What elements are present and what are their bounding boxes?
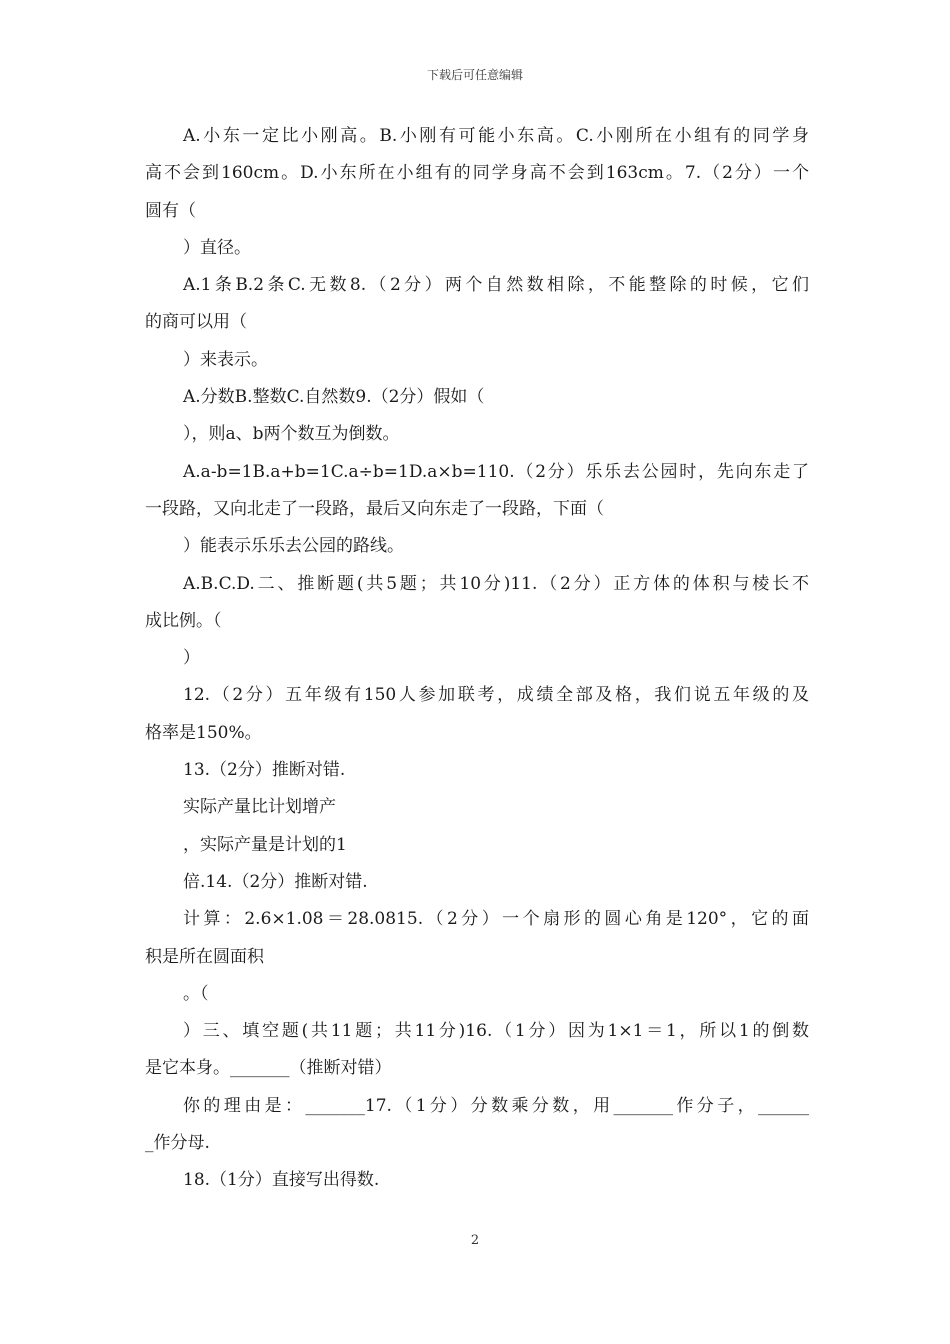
text-line: 你的理由是：_______17.（1分）分数乘分数，用_______作分子，______ <box>183 1095 809 1116</box>
document-body <box>145 118 809 1200</box>
text-line: ）来表示。 <box>183 349 268 370</box>
text-line: 圆有（ <box>145 200 196 221</box>
text-line: ，实际产量是计划的1 <box>183 834 347 855</box>
text-line: 格率是150%。 <box>145 722 262 743</box>
text-line: 是它本身。_______（推断对错） <box>145 1058 392 1079</box>
text-line: A.1条B.2条C.无数8.（2分）两个自然数相除，不能整除的时候，它们 <box>183 275 809 296</box>
text-line: 成比例。（ <box>145 610 222 631</box>
page-header: 下载后可任意编辑 <box>426 68 523 82</box>
page-number: 2 <box>470 1233 480 1248</box>
text-line: ）直径。 <box>183 237 251 258</box>
text-line: ） <box>183 648 200 669</box>
text-line: A.B.C.D.二、推断题(共5题；共10分)11.（2分）正方体的体积与棱长不 <box>183 573 809 594</box>
text-line: 倍.14.（2分）推断对错. <box>183 871 368 892</box>
text-line: A.小东一定比小刚高。B.小刚有可能小东高。C.小刚所在小组有的同学身 <box>183 126 809 146</box>
text-line: ）三、填空题(共11题；共11分)16.（1分）因为1×1＝1，所以1的倒数 <box>183 1021 809 1042</box>
text-line: 12.（2分）五年级有150人参加联考，成绩全部及格，我们说五年级的及 <box>183 685 809 706</box>
text-line: 实际产量比计划增产 <box>183 797 336 818</box>
text-line: 计算：2.6×1.08＝28.0815.（2分）一个扇形的圆心角是120°，它的面 <box>183 909 809 930</box>
text-line: 13.（2分）推断对错. <box>183 760 346 781</box>
text-line: A.分数B.整数C.自然数9.（2分）假如（ <box>183 387 485 408</box>
text-line: _作分母. <box>145 1133 210 1154</box>
text-line: ），则a、b两个数互为倒数。 <box>183 424 400 445</box>
text-line: 积是所在圆面积 <box>145 946 264 967</box>
text-line: ）能表示乐乐去公园的路线。 <box>183 536 404 557</box>
text-line: 一段路，又向北走了一段路，最后又向东走了一段路，下面（ <box>145 498 604 519</box>
text-line: A.a-b=1B.a+b=1C.a÷b=1D.a×b=110.（2分）乐乐去公园时，先向东走了 <box>183 461 809 482</box>
text-line: 高不会到160cm。D.小东所在小组有的同学身高不会到163cm。7.（2分）一个 <box>145 163 809 184</box>
text-line: 18.（1分）直接写出得数. <box>183 1170 380 1191</box>
text-line: 的商可以用（ <box>145 312 247 333</box>
text-line: 。（ <box>183 983 209 1004</box>
